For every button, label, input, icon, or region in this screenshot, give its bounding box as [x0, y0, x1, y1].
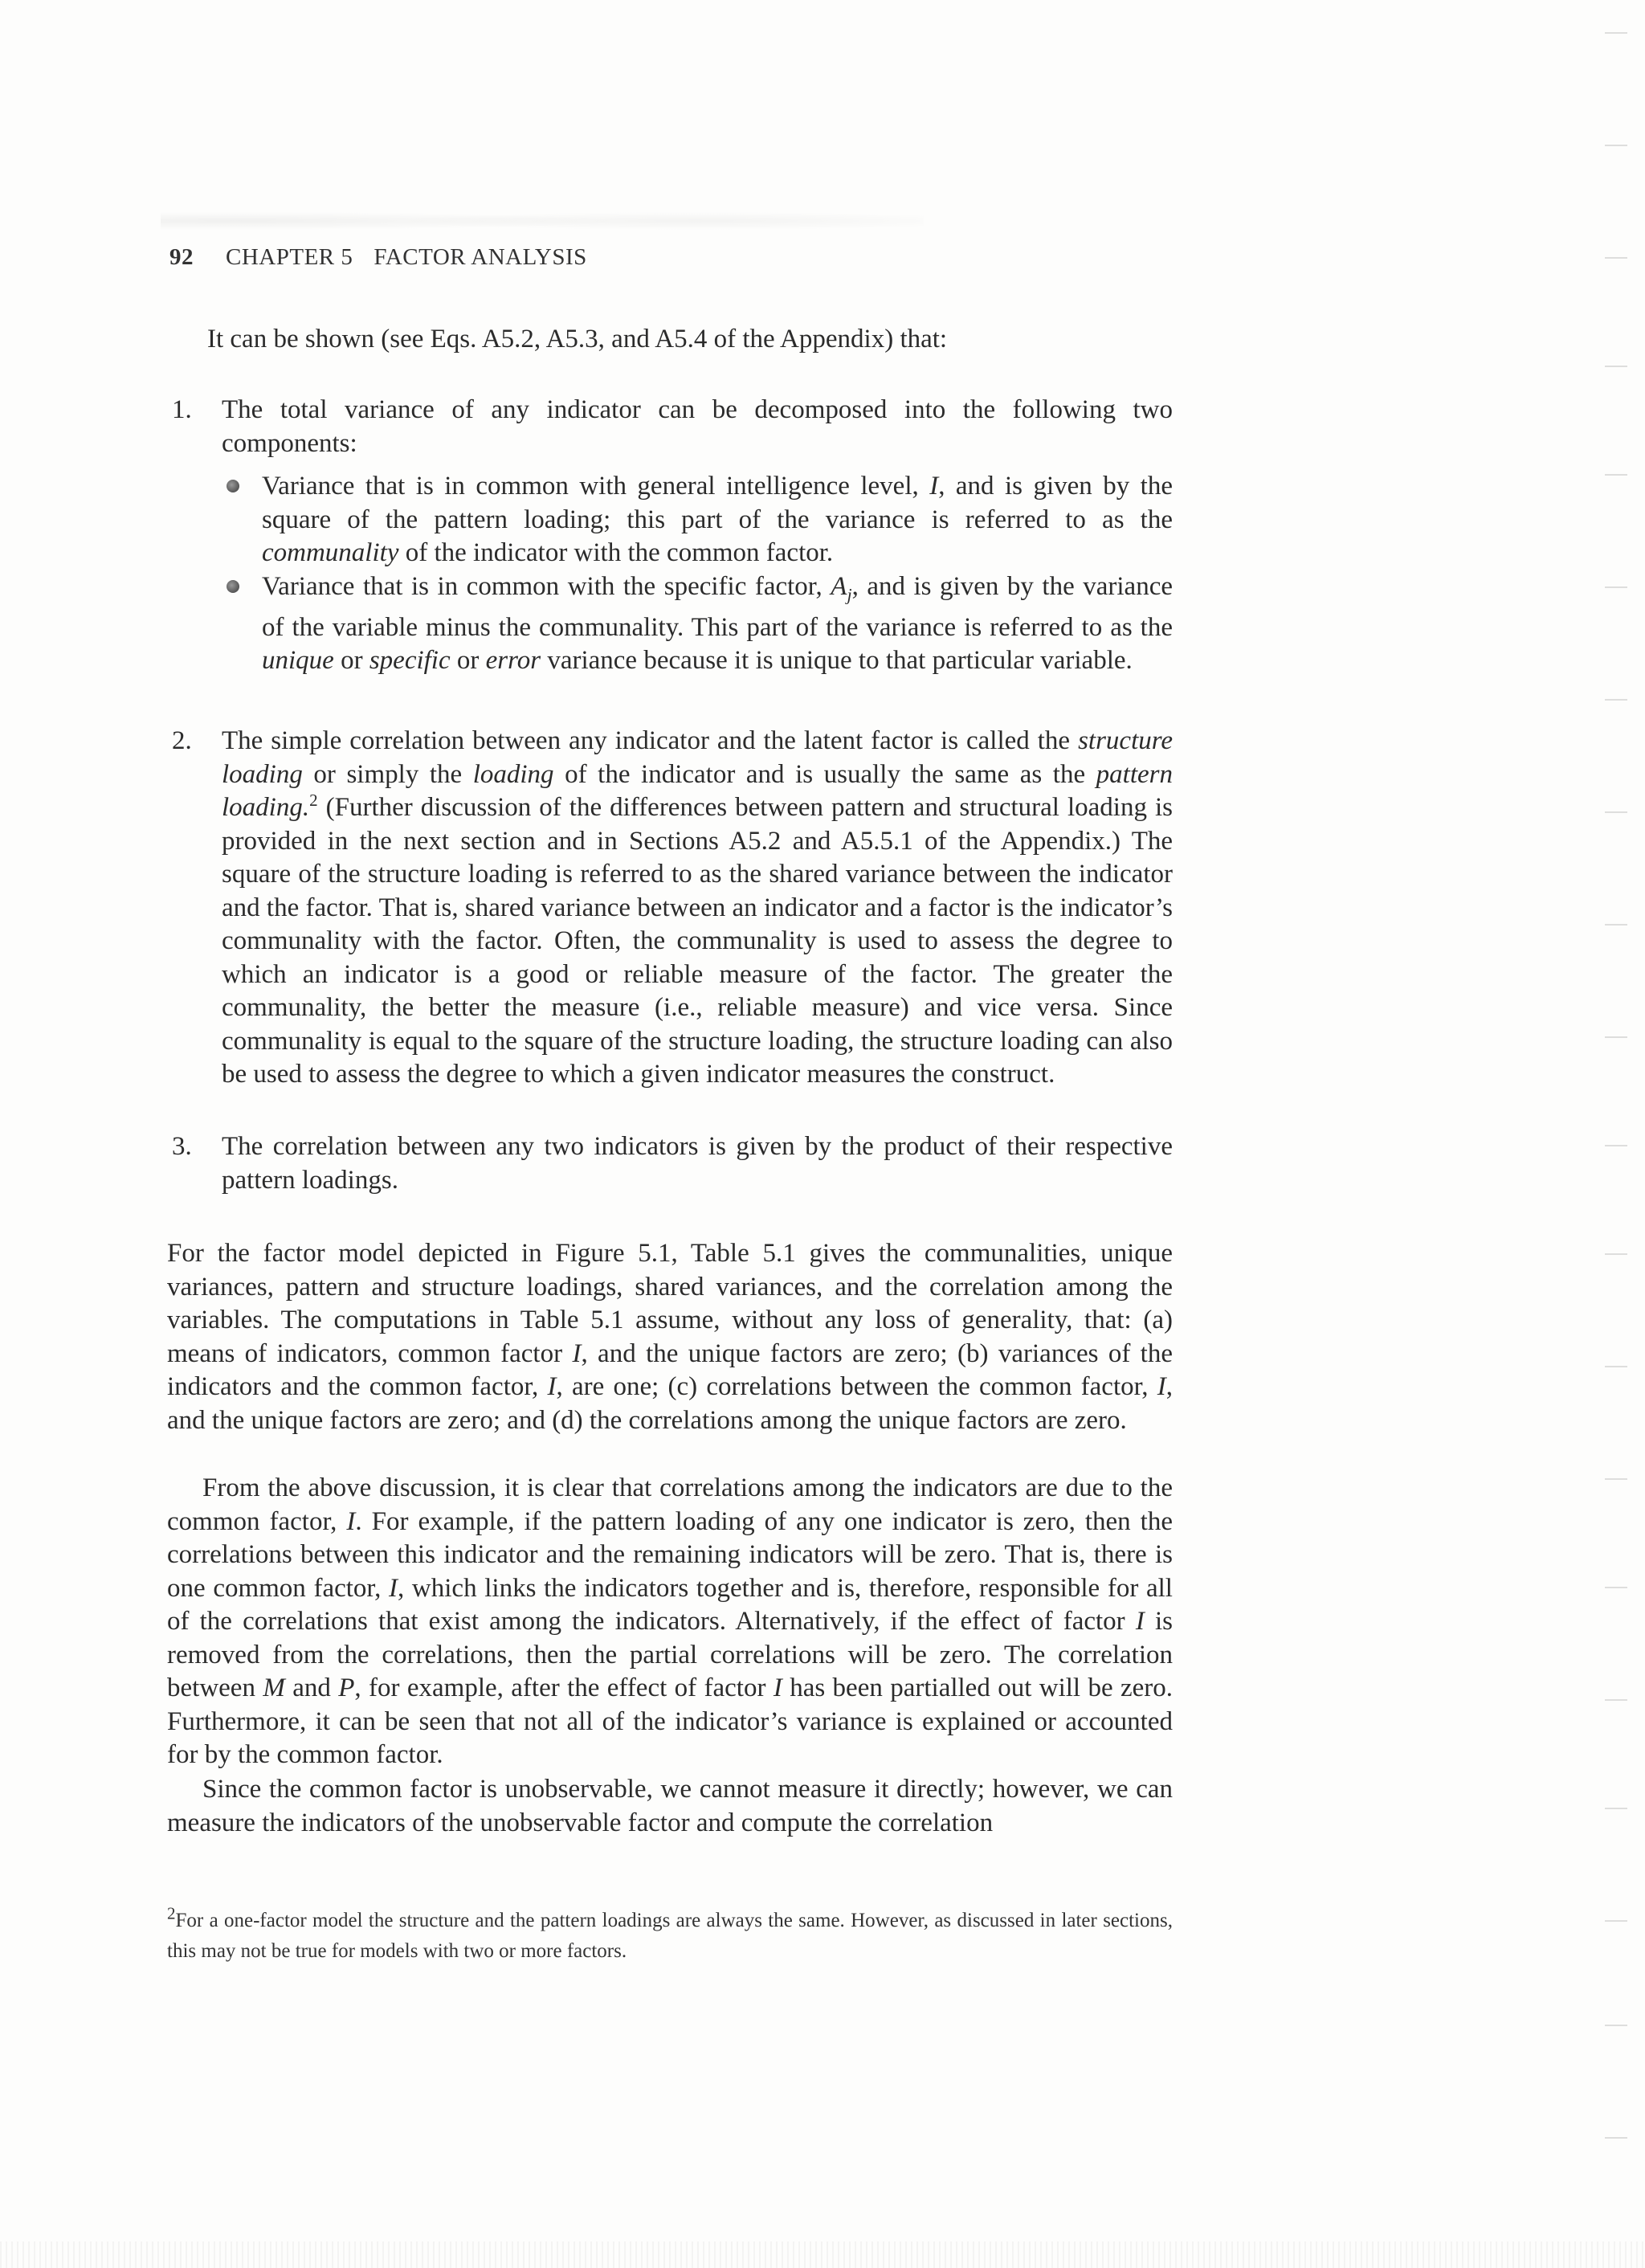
- list-item: [172, 394, 1173, 678]
- paragraph-text: has been partialled out will be zero. Furthermore, it can be seen that not all of the indicator’s variance is explained or accounted for by the common factor.: [167, 1673, 1174, 1769]
- body-paragraph: Since the common factor is unobservable, we cannot measure it directly; however, we can measure the indicators of the unobservable factor and compute the correlation: [167, 1775, 1173, 1837]
- variable: M: [263, 1673, 285, 1702]
- page-number: 92: [169, 244, 194, 270]
- chapter-label: CHAPTER 5: [226, 244, 353, 270]
- item-text: The total variance of any indicator can be decomposed into the following two components:: [222, 395, 1173, 458]
- bullet-text: Variance that is in common with general intelligence level,: [262, 472, 930, 501]
- intro-sentence: It can be shown (see Eqs. A5.2, A5.3, and A5.4 of the Appendix) that:: [207, 325, 948, 353]
- paragraph-text: From the above discussion, it is clear that correlations among the indicators are due to the common factor,: [167, 1473, 1173, 1536]
- item-text: [222, 725, 1173, 1092]
- item-number: 2.: [172, 726, 192, 755]
- emphasis: communality: [262, 538, 399, 567]
- variable: I: [929, 472, 939, 501]
- variable: I: [547, 1372, 557, 1401]
- list-item: [172, 1130, 1173, 1197]
- emphasis: pattern loading.: [222, 759, 1173, 822]
- item-number: 1.: [172, 395, 192, 424]
- emphasis: error: [485, 646, 541, 676]
- variable: I: [1135, 1607, 1145, 1636]
- body-paragraph: [167, 1472, 1173, 1772]
- variable: I: [1157, 1372, 1166, 1401]
- variable: I: [346, 1506, 356, 1536]
- bullet-text: , and is given by the square of the pattern loading; this part of the variance is referred to as the: [262, 472, 1173, 534]
- bullet-text: Variance that is in common with the specific factor,: [262, 571, 831, 601]
- bullet-icon: [227, 480, 239, 492]
- item-text-part: (Further discussion of the differences between pattern and structural loading is provided in the next section and in Sections A5.2 and A5.5.1 of the Appendix.) The square of the structure loading is referred to as the shared variance between the indicator and the factor. That is, shared variance between an indicator and a factor is the indicator’s communality with the factor. Often, the communality is used to assess the degree to which an indicator is a good or reliable measure of the factor. The greater the communality, the better the measure (i.e., reliable measure) and vice versa. Since communality is equal to the square of the structure loading, the structure loading can also be used to assess the degree to which a given indicator measures the construct.: [222, 793, 1173, 1089]
- bullet-item: [262, 570, 1173, 678]
- variable: I: [572, 1338, 582, 1368]
- paragraph-text: , which links the indicators together and is, therefore, responsible for all of the correlations that exist among the indicators. Alternatively, if the effect of factor: [167, 1573, 1173, 1636]
- variable: A: [831, 571, 847, 601]
- paragraph-text: , for example, after the effect of factor: [354, 1673, 774, 1702]
- item-text-part: of the indicator and is usually the same as the: [553, 759, 1096, 789]
- footnote-mark: 2: [167, 1903, 176, 1923]
- variable: I: [389, 1573, 398, 1603]
- bullet-text: of the indicator with the common factor.: [398, 538, 834, 567]
- emphasis: loading: [472, 759, 554, 789]
- scan-bottom-edge: [0, 2241, 1645, 2268]
- paragraph-text: , and the unique factors are zero; and (d) the correlations among the unique factors are zero.: [167, 1372, 1173, 1435]
- emphasis: structure loading: [222, 726, 1173, 789]
- paragraph-text: and: [284, 1673, 339, 1702]
- item-text: The correlation between any two indicators is given by the product of their respective pattern loadings.: [222, 1132, 1173, 1195]
- footnote-text: For a one-factor model the structure and the pattern loadings are always the same. However, as discussed in later sections, this may not be true for models with two or more factors.: [167, 1910, 1173, 1962]
- emphasis: specific: [369, 646, 451, 676]
- footnote: [167, 1903, 1173, 1967]
- list-item: [172, 725, 1173, 1092]
- bullet-icon: [227, 580, 239, 593]
- bullet-text: or: [450, 646, 486, 676]
- item-number: 3.: [172, 1132, 192, 1161]
- variable: I: [773, 1673, 782, 1702]
- chapter-title: FACTOR ANALYSIS: [373, 244, 587, 270]
- item-text-part: The simple correlation between any indicator and the latent factor is called the: [222, 726, 1079, 755]
- bullet-text: variance because it is unique to that particular variable.: [541, 646, 1133, 676]
- bullet-list: [262, 470, 1173, 678]
- paragraph-text: is removed from the correlations, then the partial correlations will be zero. The correlation between: [167, 1607, 1173, 1702]
- paragraph-text: . For example, if the pattern loading of any one indicator is zero, then the correlations between this indicator and the remaining indicators will be zero. That is, there is one common factor,: [167, 1506, 1173, 1603]
- right-margin-marks: [1597, 0, 1645, 2268]
- paragraph-text: , are one; (c) correlations between the common factor,: [556, 1372, 1157, 1401]
- paragraph-text: , and the unique factors are zero; (b) variances of the indicators and the common factor,: [167, 1338, 1174, 1401]
- scan-noise: [161, 205, 924, 237]
- subscript: j: [847, 584, 852, 605]
- bullet-item: [262, 470, 1173, 570]
- body-paragraph: [167, 1237, 1173, 1437]
- variable: P: [338, 1673, 355, 1702]
- item-text-part: or simply the: [302, 759, 473, 789]
- bullet-text: , and is given by the variance of the variable minus the communality. This part of the variance is referred to as the: [262, 571, 1173, 642]
- footnote-reference: 2: [309, 791, 318, 810]
- bullet-text: or: [333, 646, 369, 676]
- paragraph-text: For the factor model depicted in Figure 5.1, Table 5.1 gives the communalities, unique variances, pattern and structure loadings, shared variances, and the correlation among the variables. The computations in Table 5.1 assume, without any loss of generality, that: (a) means of indicators, common factor: [167, 1239, 1173, 1368]
- running-head: [169, 244, 587, 271]
- emphasis: unique: [262, 646, 334, 676]
